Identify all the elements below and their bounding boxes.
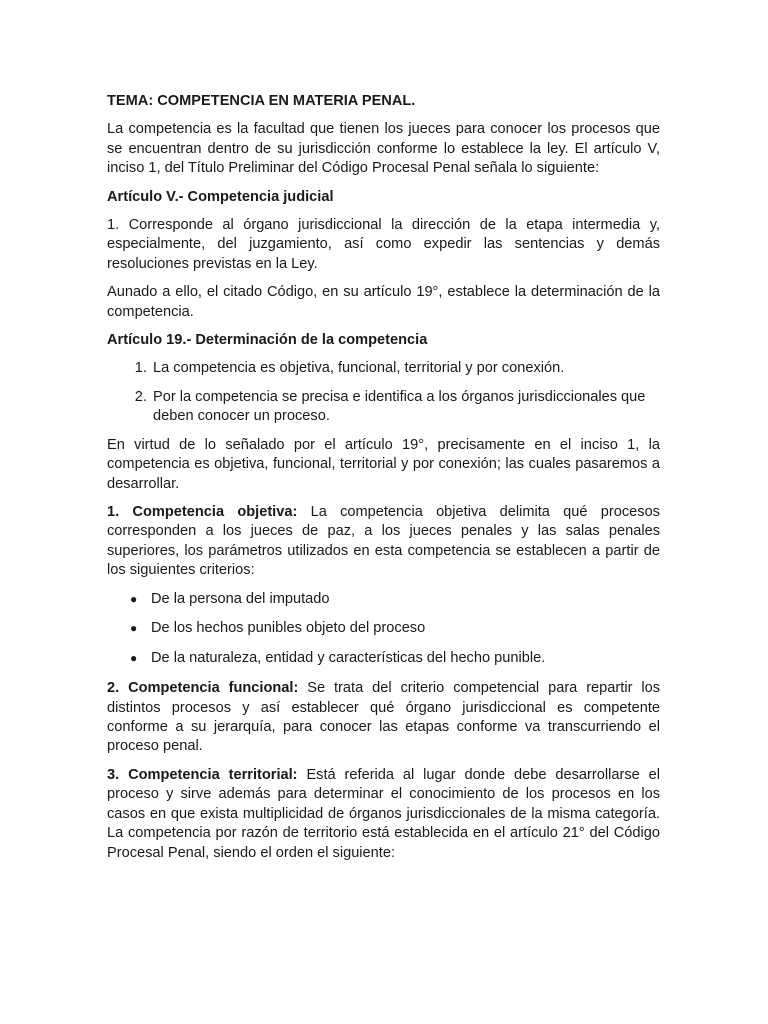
objective-paragraph (107, 503, 660, 581)
bullet-icon: ● (130, 591, 138, 606)
bullet-icon: ● (130, 651, 138, 666)
article-v-text: 1. Corresponde al órgano jurisdiccional la dirección de la etapa intermedia y, especialmente, del juzgamiento, así como expedir las sentencias y demás resoluciones previstas en la Ley. (107, 217, 660, 272)
article-19-item-2: 2. Por la competencia se precisa e identifica a los órganos jurisdiccionales que deben conocer un proceso. (151, 388, 660, 427)
functional-label: 2. Competencia funcional: (107, 680, 299, 697)
list-item: ● De la naturaleza, entidad y características del hecho punible. (151, 649, 660, 668)
list-item: ● De la persona del imputado (151, 590, 660, 609)
virtue-paragraph: En virtud de lo señalado por el artículo 19°, precisamente en el inciso 1, la competencia es objetiva, funcional, territorial y por conexión; las cuales pasaremos a desarrollar. (107, 436, 660, 492)
objective-criteria-list (107, 590, 660, 669)
article-19-heading: Artículo 19.- Determinación de la competencia (107, 332, 428, 349)
territorial-paragraph (107, 766, 660, 863)
link-paragraph: Aunado a ello, el citado Código, en su artículo 19°, establece la determinación de la competencia. (107, 284, 660, 320)
article-19-item-1: 1. La competencia es objetiva, funcional, territorial y por conexión. (151, 359, 660, 378)
article-19-list (107, 359, 660, 426)
territorial-text: Está referida al lugar donde debe desarrollarse el proceso y sirve además para determinar el conocimiento de los procesos en los casos en que exista multiplicidad de órganos jurisdiccionales de la misma categoría. La competencia por razón de territorio está establecida en el artículo 21° del Código Procesal Penal, siendo el orden el siguiente: (107, 766, 660, 861)
functional-paragraph (107, 679, 660, 757)
functional-text: Se trata del criterio competencial para repartir los distintos procesos y así establecer qué órgano jurisdiccional es competente conforme a su jerarquía, para conocer las etapas conforme va transcurriendo el proceso penal. (107, 680, 660, 755)
list-item: ● De los hechos punibles objeto del proceso (151, 619, 660, 638)
document-title: TEMA: COMPETENCIA EN MATERIA PENAL. (107, 93, 416, 109)
bullet-icon: ● (130, 621, 138, 636)
territorial-label: 3. Competencia territorial: (107, 766, 298, 783)
article-v-heading: Artículo V.- Competencia judicial (107, 188, 334, 205)
objective-text: La competencia objetiva delimita qué procesos corresponden a los jueces de paz, a los jueces penales y las salas penales superiores, los parámetros utilizados en esta competencia se establecen a partir de los siguientes criterios: (107, 503, 660, 579)
objective-label: 1. Competencia objetiva: (107, 503, 298, 520)
intro-paragraph: La competencia es la facultad que tienen los jueces para conocer los procesos que se encuentran dentro de su jurisdicción conforme lo establece la ley. El artículo V, inciso 1, del Título Preliminar del Código Procesal Penal señala lo siguiente: (107, 121, 660, 177)
